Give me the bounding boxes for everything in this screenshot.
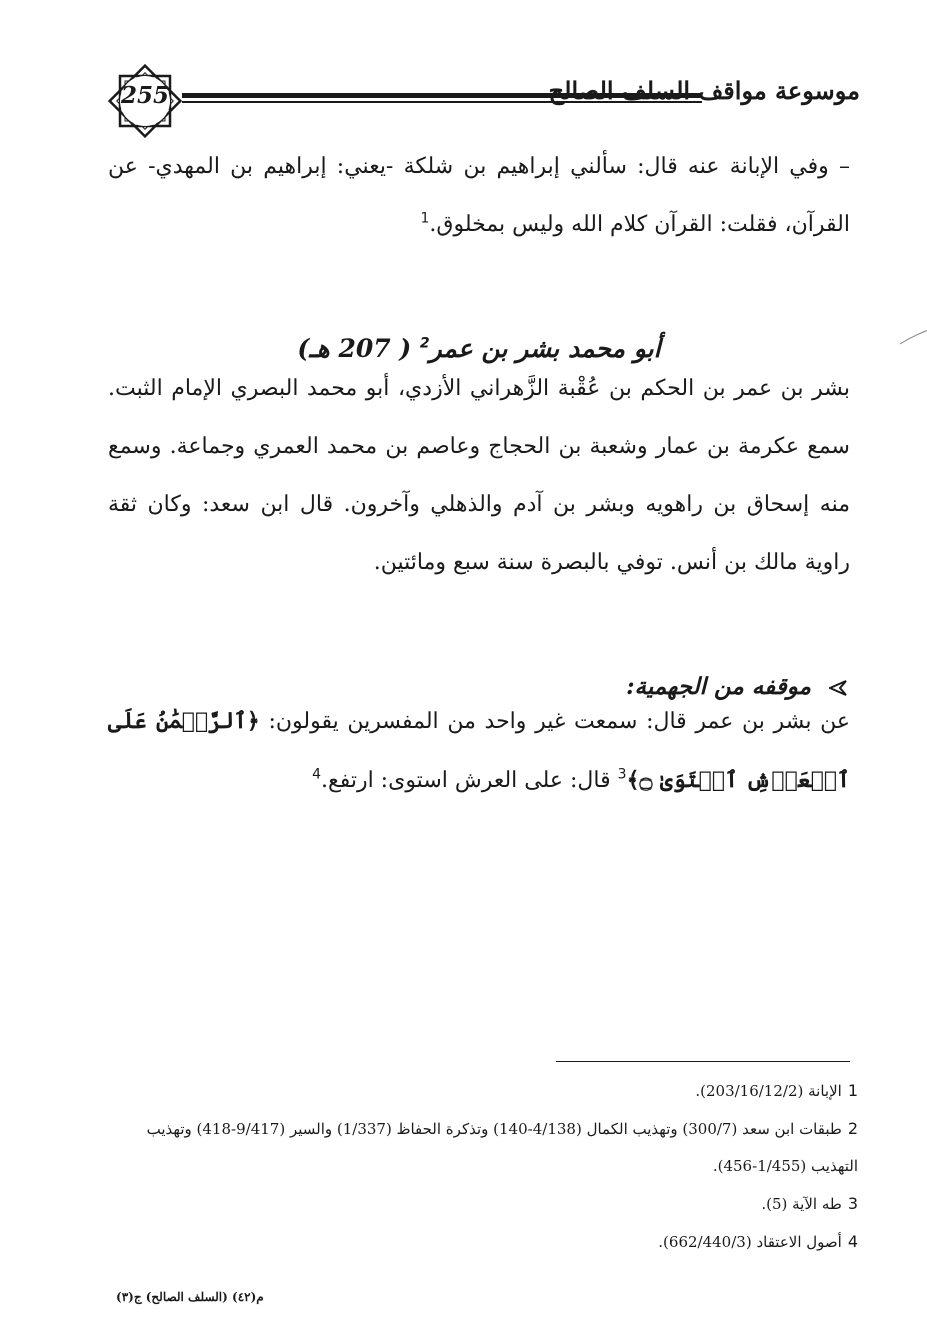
page-number-badge [106, 62, 184, 140]
scholar-name: أبو محمد بشر بن عمر [429, 333, 661, 363]
page-number: 255 [120, 82, 169, 109]
series-title: موسوعة مواقف السلف الصالح [548, 76, 860, 105]
ibana-narration: – وفي الإبانة عنه قال: سألني إبراهيم بن شلكة -يعني: إبراهيم بن المهدي- عن القرآن، فقلت: القرآن كلام الله وليس بمخلوق.$^1$ [108, 154, 850, 237]
sub-heading-text: موقفه من الجهمية: [626, 673, 811, 700]
footnote-ref-2: 2 [419, 335, 430, 352]
quran-verse: ﴿ٱلرَّحۡمَٰنُ عَلَى ٱلۡعَرۡشِ ٱسۡتَوَىٰ ۝﴾ [108, 708, 850, 793]
stance-section [108, 692, 850, 810]
footnotes [108, 1072, 858, 1261]
footnote-item: 1الإبانة (203/16/12/2). [695, 1081, 858, 1100]
death-year: ( 207 هـ) [297, 333, 412, 363]
footnote-ref-3: 3 [617, 766, 627, 783]
footnote-separator [556, 1061, 850, 1062]
page-header [100, 62, 860, 144]
footnote-ref-1: 1 [420, 210, 430, 227]
footnote-item: 4أصول الاعتقاد (662/440/3). [658, 1232, 858, 1251]
footnote-item: 3طه الآية (5). [761, 1194, 858, 1213]
stance-intro: عن بشر بن عمر قال: سمعت غير واحد من المفسرين يقولون: [268, 709, 850, 734]
biography-section [108, 360, 850, 592]
footnote-ref-4: 4 [312, 766, 321, 783]
stance-paragraph [108, 692, 850, 810]
footnote-item: 2طبقات ابن سعد (300/7) وتهذيب الكمال (4/138-140) وتذكرة الحفاظ (1/337) والسير (9/417-418) وتهذيب التهذيب (1/455-456). [146, 1119, 858, 1175]
stance-explanation: قال: على العرش استوى: ارتفع. [321, 768, 611, 793]
margin-mark-icon [898, 326, 927, 346]
opening-paragraph [108, 138, 850, 254]
page-signature: م(٤٢) (السلف الصالح) ج(٣) [116, 1290, 264, 1304]
biography-paragraph: بشر بن عمر بن الحكم بن عُقْبة الزَّهراني الأزدي، أبو محمد البصري الإمام الثبت. سمع عكرمة بن عمار وشعبة بن الحجاج وعاصم بن محمد العمري وجماعة. وسمع منه إسحاق بن راهويه وبشر بن آدم والذهلي وآخرون. قال ابن سعد: وكان ثقة راوية مالك بن أنس. توفي بالبصرة سنة سبع ومائتين. [108, 376, 850, 575]
